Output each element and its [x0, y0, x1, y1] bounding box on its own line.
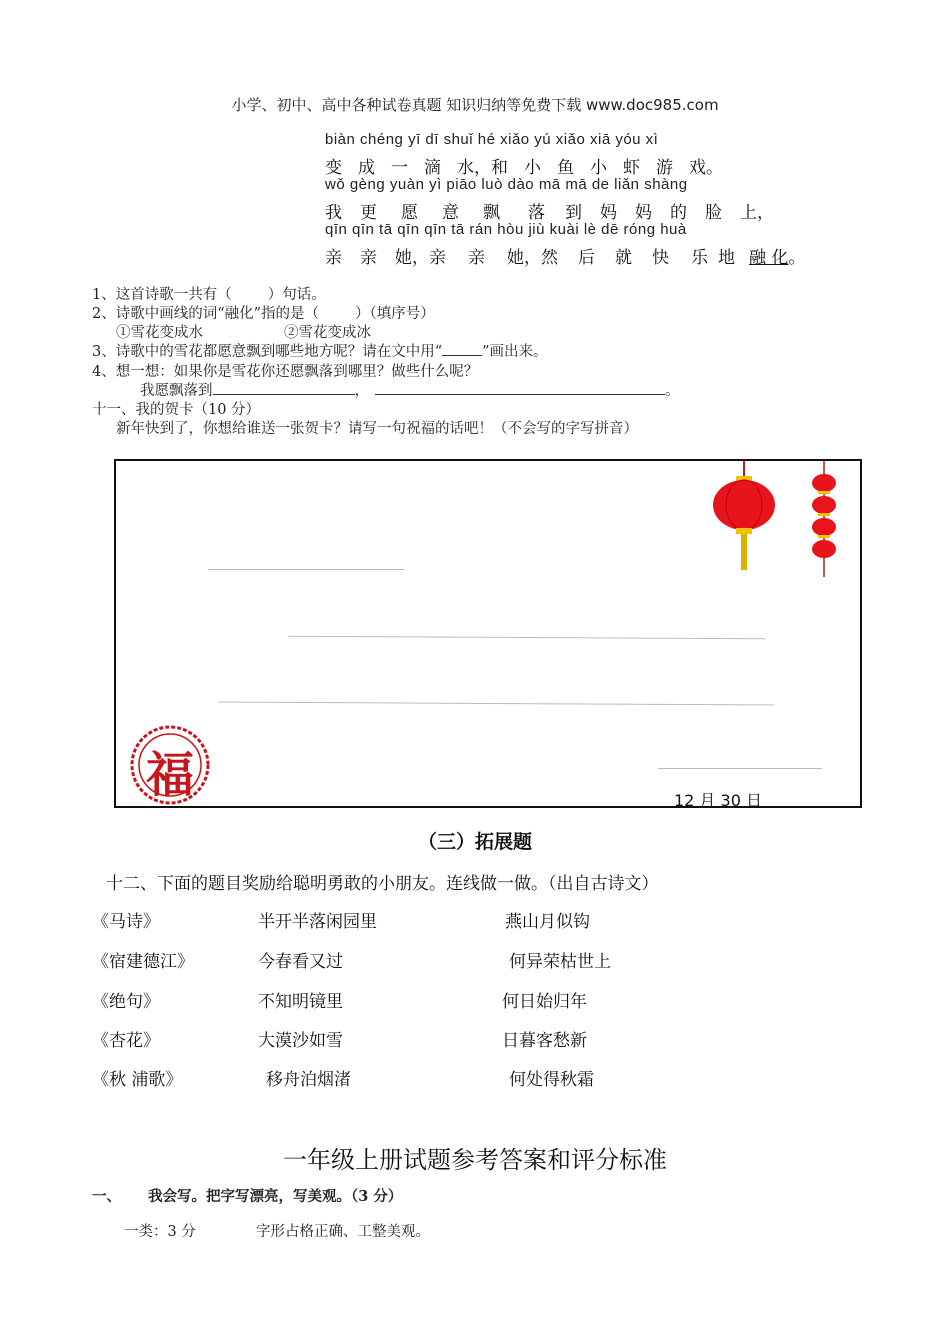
question-3	[92, 340, 548, 361]
poem-char: 变	[325, 158, 342, 178]
greeting-card	[114, 459, 862, 808]
poem-char: 虾	[623, 158, 640, 178]
poem-char: 。	[788, 248, 806, 268]
answer-blank-action[interactable]	[375, 380, 665, 395]
poem-char: 快	[652, 248, 669, 268]
lantern-icon	[706, 461, 846, 581]
question-1	[92, 283, 326, 304]
poem-char: 愿	[401, 203, 418, 223]
answers-item-1-text: 我会写。把字写漂亮，写美观。（3 分）	[148, 1188, 403, 1205]
section-12-title: 十二、下面的题目奖励给聪明勇敢的小朋友。连线做一做。（出自古诗文）	[106, 874, 659, 894]
writing-line[interactable]	[208, 569, 404, 570]
answers-grade: 一类：3 分	[124, 1224, 196, 1240]
question-4: 4、想一想：如果你是雪花你还愿飘落到哪里？做些什么呢？	[92, 364, 479, 380]
verse-line-item[interactable]: 大漠沙如雪	[258, 1031, 343, 1051]
verse-line-item[interactable]: 何异荣枯世上	[509, 952, 611, 972]
poem-char: 地	[718, 248, 735, 268]
poem-char: 脸	[705, 203, 722, 223]
poem-char: 飘	[483, 203, 500, 223]
answers-item-1-number: 一、	[92, 1188, 121, 1205]
verse-line-item[interactable]: 移舟泊烟渚	[266, 1070, 351, 1090]
poem-line-1	[325, 153, 739, 178]
poem-char: 亲	[360, 248, 377, 268]
poem-pinyin-line-2: wǒ gèng yuàn yì piāo luò dào mā mā de liǎn shàng	[325, 176, 688, 193]
verse-line-item[interactable]: 燕山月似钩	[505, 912, 590, 932]
poem-title-item[interactable]: 《宿建德江》	[92, 952, 194, 972]
question-2	[92, 302, 435, 323]
poem-char: 乐	[691, 248, 708, 268]
fu-character: 福	[146, 747, 195, 803]
poem-char: 小	[590, 158, 607, 178]
verse-line-item[interactable]: 半开半落闲园里	[258, 912, 377, 932]
poem-char: 亲	[468, 248, 485, 268]
writing-line[interactable]	[218, 702, 774, 706]
underline-mark-sample	[442, 341, 482, 356]
poem-title-item[interactable]: 《马诗》	[92, 912, 160, 932]
poem-char: 妈	[600, 203, 617, 223]
poem-line-3	[325, 243, 821, 268]
poem-pinyin-line-1: biàn chéng yī dī shuǐ hé xiǎo yú xiǎo xiā yóu xì	[325, 131, 659, 148]
poem-char: 她，然	[507, 248, 558, 268]
poem-char: 上，	[740, 203, 774, 223]
section-11-instruction: 新年快到了，你想给谁送一张贺卡？请写一句祝福的话吧！（不会写的字写拼音）	[116, 421, 638, 437]
question-4-fill	[140, 379, 680, 400]
q4-fill-text-b: ，	[354, 383, 369, 399]
q4-fill-text-c: 。	[665, 383, 680, 399]
page-header: 小学、初中、高中各种试卷真题 知识归纳等免费下载 www.doc985.com	[231, 96, 719, 114]
signature-line[interactable]	[658, 768, 822, 769]
question-3-text-a: 3、诗歌中的雪花都愿意飘到哪些地方呢？请在文中用“	[92, 344, 443, 360]
verse-line-item[interactable]: 何日始归年	[502, 992, 587, 1012]
poem-char: 我	[325, 203, 342, 223]
writing-line[interactable]	[288, 636, 766, 640]
question-1-text-b: ）句话。	[267, 287, 326, 303]
q4-fill-text-a: 我愿飘落到	[140, 383, 213, 399]
answers-grade-desc: 字形占格正确、工整美观。	[256, 1224, 430, 1240]
poem-char: 更	[360, 203, 377, 223]
poem-char: 妈	[635, 203, 652, 223]
verse-line-item[interactable]: 日暮客愁新	[502, 1031, 587, 1051]
question-2-text-b: ）（填序号）	[355, 306, 435, 322]
poem-title-item[interactable]: 《杏花》	[92, 1031, 160, 1051]
underlined-word-ronghua: 融 化	[749, 248, 789, 268]
poem-char: 的	[670, 203, 687, 223]
verse-line-item[interactable]: 不知明镜里	[258, 992, 343, 1012]
poem-char: 小	[524, 158, 541, 178]
question-2-option-1: ①雪花变成水	[116, 325, 203, 341]
poem-char: 游	[656, 158, 673, 178]
poem-char: 亲	[325, 248, 342, 268]
poem-char: 一	[391, 158, 408, 178]
verse-line-item[interactable]: 今春看又过	[258, 952, 343, 972]
poem-title-item[interactable]: 《绝句》	[92, 992, 160, 1012]
section-11-title: 十一、我的贺卡（10 分）	[92, 402, 261, 418]
poem-char: 水，和	[457, 158, 508, 178]
poem-char: 她，亲	[395, 248, 446, 268]
poem-pinyin-line-3: qīn qīn tā qīn qīn tā rán hòu jiù kuài lè dē róng huà	[325, 221, 687, 238]
poem-char: 成	[358, 158, 375, 178]
section-3-title: （三）拓展题	[417, 831, 532, 853]
poem-char: 戏。	[689, 158, 723, 178]
poem-char: 落	[528, 203, 545, 223]
poem-line-2	[325, 198, 790, 223]
verse-line-item[interactable]: 何处得秋霜	[509, 1070, 594, 1090]
poem-char: 就	[615, 248, 632, 268]
question-2-text-a: 2、诗歌中画线的词“融化”指的是（	[92, 306, 320, 322]
poem-char: 滴	[424, 158, 441, 178]
question-3-text-b: ”画出来。	[482, 344, 548, 360]
answers-title: 一年级上册试题参考答案和评分标准	[283, 1146, 667, 1174]
poem-char: 鱼	[557, 158, 574, 178]
answer-blank[interactable]	[319, 304, 355, 318]
poem-char: 意	[442, 203, 459, 223]
poem-char: 后	[578, 248, 595, 268]
card-date: 12 月 30 日	[674, 791, 762, 810]
answer-blank[interactable]	[232, 285, 268, 299]
question-1-text-a: 1、这首诗歌一共有（	[92, 287, 232, 303]
poem-char: 到	[565, 203, 582, 223]
question-2-option-2: ②雪花变成冰	[284, 325, 371, 341]
answer-blank-place[interactable]	[213, 380, 355, 395]
poem-title-item[interactable]: 《秋 浦歌》	[92, 1070, 183, 1090]
